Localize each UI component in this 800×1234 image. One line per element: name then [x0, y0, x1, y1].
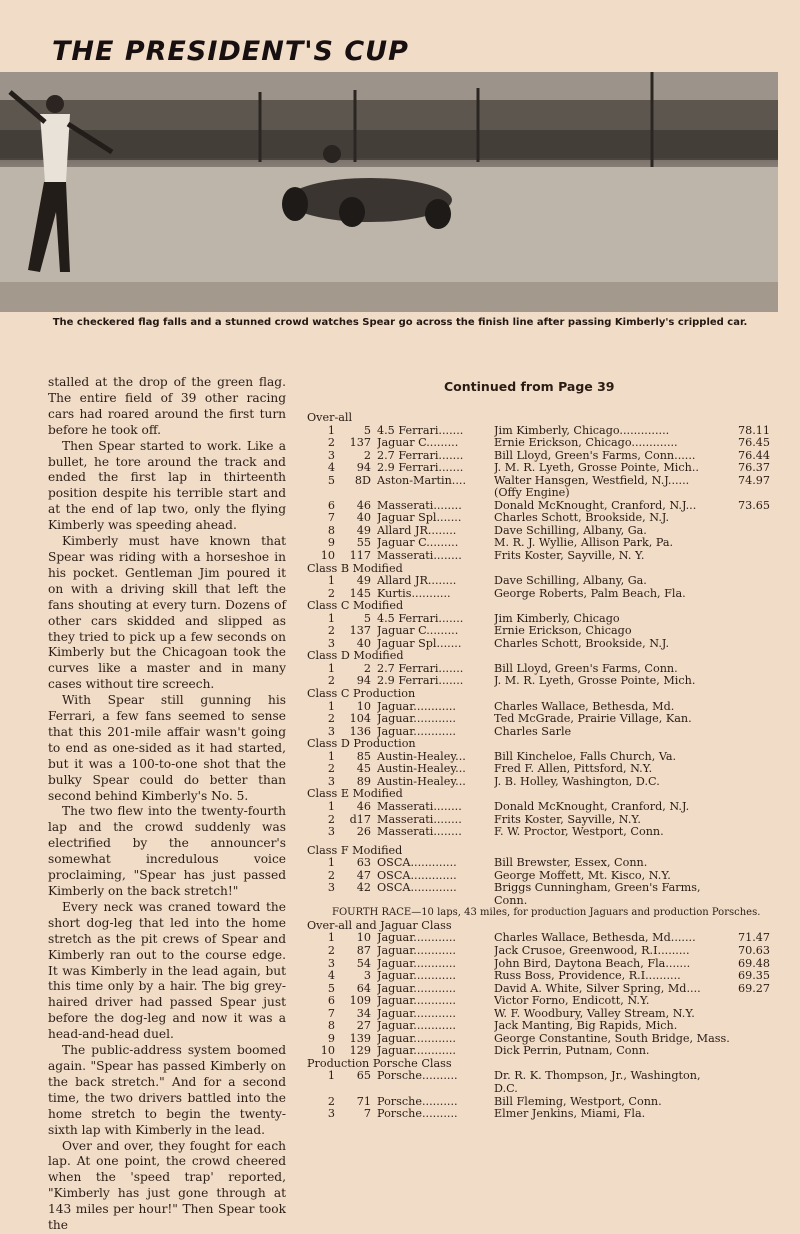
car-number: 49	[356, 523, 371, 537]
car-number: 40	[356, 636, 371, 650]
finish-position: 1	[327, 1069, 335, 1083]
car-number: 94	[356, 461, 371, 475]
finish-position: 8	[327, 1019, 335, 1033]
car-make: 2.7 Ferrari.......	[377, 449, 464, 462]
finish-position: 2	[327, 674, 335, 688]
driver-entrant: Dr. R. K. Thompson, Jr., Washington,	[494, 1070, 701, 1083]
finish-position: 2	[327, 712, 335, 726]
driver-entrant: Donald McKnought, Cranford, N.J.	[494, 800, 690, 813]
class-header: Class F Modified	[307, 843, 403, 857]
table-row	[307, 462, 797, 475]
average-speed: 74.97	[737, 473, 770, 487]
car-make: Jaguar............	[377, 725, 456, 738]
car-make: OSCA.............	[377, 857, 457, 870]
driver-entrant: Fred F. Allen, Pittsford, N.Y.	[494, 763, 653, 776]
article-paragraph: Every neck was craned toward the short dog-leg that led into the home stretch as the pit crews of Spear and Kimberly ran out to the course edge. It was Kimberly in the lead again, but this time only by a hair. The big grey-haired driver had passed Spear just before the dog-leg and now it was a head-and-head duel.	[48, 899, 286, 1042]
car-make: Masserati........	[377, 813, 462, 826]
driver-entrant: Briggs Cunningham, Green's Farms,	[494, 882, 701, 895]
car-make: Austin-Healey...	[377, 750, 466, 763]
continued-heading: Continued from Page 39	[444, 379, 615, 394]
car-number: 46	[356, 498, 371, 512]
table-row	[307, 801, 797, 814]
table-row	[307, 425, 797, 438]
car-number: 89	[356, 774, 371, 788]
entry-continuation	[307, 895, 797, 908]
article-paragraph: Then Spear started to work. Like a bullet, he tore around the track and ended the first lap in thirteenth position despite his terrible start and at the end of lap two, only the flying Kimberly was speeding ahead.	[48, 438, 286, 533]
finish-position: 2	[327, 586, 335, 600]
car-number: 2	[363, 661, 371, 675]
table-row	[307, 958, 797, 971]
car-number: 7	[363, 1107, 371, 1121]
finish-position: 2	[327, 943, 335, 957]
table-row	[307, 751, 797, 764]
driver-entrant: Bill Lloyd, Green's Farms, Conn.	[494, 662, 678, 675]
driver-entrant: F. W. Proctor, Westport, Conn.	[494, 826, 664, 839]
driver-entrant: Jim Kimberly, Chicago..............	[494, 424, 670, 437]
average-speed: 69.27	[737, 981, 770, 995]
driver-entrant: Donald McKnought, Cranford, N.J...	[494, 499, 697, 512]
car-number: 40	[356, 511, 371, 525]
car-number: 64	[356, 981, 371, 995]
class-header: Class D Production	[307, 737, 416, 751]
finish-position: 1	[327, 799, 335, 813]
car-number: 139	[349, 1031, 371, 1045]
average-speed: 73.65	[737, 498, 770, 512]
finish-position: 4	[327, 969, 335, 983]
table-row	[307, 970, 797, 983]
car-make: Allard JR........	[377, 524, 457, 537]
table-row	[307, 882, 797, 895]
driver-entrant: J. B. Holley, Washington, D.C.	[494, 775, 660, 788]
average-speed: 71.47	[737, 931, 770, 945]
driver-entrant: Walter Hansgen, Westfield, N.J......	[494, 474, 690, 487]
average-speed: 76.37	[737, 461, 770, 475]
finish-position: 3	[327, 825, 335, 839]
car-number: 49	[356, 574, 371, 588]
finish-position: 1	[327, 661, 335, 675]
driver-entrant: George Constantine, South Bridge, Mass.	[494, 1032, 730, 1045]
car-make: Masserati........	[377, 826, 462, 839]
table-row	[307, 945, 797, 958]
entry-continuation	[307, 1083, 797, 1096]
average-speed: 76.44	[737, 448, 770, 462]
car-make: Jaguar............	[377, 700, 456, 713]
article-paragraph: stalled at the drop of the green flag. The entire field of 39 other racing cars had roared around the first turn before he took off.	[48, 375, 286, 437]
driver-entrant: Frits Koster, Sayville, N.Y.	[494, 813, 641, 826]
table-row	[307, 713, 797, 726]
car-make: 2.9 Ferrari.......	[377, 462, 464, 475]
finish-position: 3	[327, 774, 335, 788]
driver-entrant: Victor Forno, Endicott, N.Y.	[494, 995, 650, 1008]
table-row	[307, 512, 797, 525]
driver-entrant: George Moffett, Mt. Kisco, N.Y.	[494, 869, 671, 882]
average-speed: 69.35	[737, 969, 770, 983]
class-header: Class B Modified	[307, 561, 403, 575]
car-make: Jaguar C.........	[377, 625, 459, 638]
driver-entrant: Dave Schilling, Albany, Ga.	[494, 575, 647, 588]
car-make: OSCA.............	[377, 869, 457, 882]
finish-position: 2	[327, 624, 335, 638]
driver-entrant: Jack Manting, Big Rapids, Mich.	[494, 1020, 678, 1033]
finish-position: 9	[327, 536, 335, 550]
finish-position: 1	[327, 699, 335, 713]
car-number: 87	[356, 943, 371, 957]
table-row	[307, 525, 797, 538]
car-number: 63	[356, 856, 371, 870]
car-make: OSCA.............	[377, 882, 457, 895]
finish-position: 2	[327, 1094, 335, 1108]
table-row	[307, 776, 797, 789]
finish-position: 5	[327, 981, 335, 995]
car-number: 71	[356, 1094, 371, 1108]
car-number: 27	[356, 1019, 371, 1033]
finish-position: 3	[327, 636, 335, 650]
driver-entrant: John Bird, Daytona Beach, Fla.......	[494, 957, 691, 970]
driver-entrant: Russ Boss, Providence, R.I..........	[494, 970, 681, 983]
finish-position: 8	[327, 523, 335, 537]
class-header: Class E Modified	[307, 787, 403, 801]
finish-position: 1	[327, 749, 335, 763]
car-number: 5	[363, 423, 371, 437]
car-number: 47	[356, 868, 371, 882]
table-row	[307, 550, 797, 563]
car-make: Jaguar............	[377, 1032, 456, 1045]
race-photo	[0, 72, 778, 312]
driver-entrant: Frits Koster, Sayville, N. Y.	[494, 550, 645, 563]
car-make: Jaguar C.........	[377, 537, 459, 550]
car-number: 5	[363, 611, 371, 625]
class-header: Over-all	[307, 411, 353, 424]
finish-position: 6	[327, 498, 335, 512]
car-make: Jaguar............	[377, 995, 456, 1008]
car-make: Jaguar............	[377, 970, 456, 983]
car-make: Masserati........	[377, 499, 462, 512]
finish-position: 7	[327, 511, 335, 525]
driver-entrant: Bill Fleming, Westport, Conn.	[494, 1095, 662, 1108]
car-number: 137	[349, 624, 371, 638]
table-row	[307, 1070, 797, 1083]
car-number: 94	[356, 674, 371, 688]
car-make: 4.5 Ferrari.......	[377, 424, 464, 437]
car-make: Jaguar............	[377, 957, 456, 970]
car-make: Jaguar............	[377, 1007, 456, 1020]
finish-position: 2	[327, 436, 335, 450]
car-make: 2.7 Ferrari.......	[377, 662, 464, 675]
table-row	[307, 1096, 797, 1109]
finish-position: 4	[327, 461, 335, 475]
finish-position: 1	[327, 856, 335, 870]
finish-position: 1	[327, 611, 335, 625]
car-number: 10	[356, 699, 371, 713]
car-make: Austin-Healey...	[377, 775, 466, 788]
driver-entrant: Jim Kimberly, Chicago	[494, 612, 620, 625]
finish-position: 10	[320, 549, 335, 563]
car-number: 3	[363, 969, 371, 983]
car-make: Jaguar............	[377, 1020, 456, 1033]
finish-position: 2	[327, 868, 335, 882]
driver-entrant: Bill Brewster, Essex, Conn.	[494, 857, 648, 870]
car-make: Jaguar Spl.......	[377, 512, 462, 525]
table-row	[307, 625, 797, 638]
car-number: 45	[356, 762, 371, 776]
table-row	[307, 537, 797, 550]
table-row	[307, 437, 797, 450]
driver-entrant: Charles Schott, Brookside, N.J.	[494, 637, 670, 650]
average-speed: 78.11	[737, 423, 770, 437]
driver-entrant: Ernie Erickson, Chicago.............	[494, 437, 678, 450]
finish-position: 2	[327, 812, 335, 826]
results-table	[307, 412, 797, 1121]
car-number: 65	[356, 1069, 371, 1083]
article-paragraph: The public-address system boomed again. "Spear has passed Kimberly on the back stretch." And for a second time, the two drivers battled into the home stretch to begin the twenty-sixth lap with Kimberly in the lead.	[48, 1043, 286, 1137]
car-number: 145	[349, 586, 371, 600]
driver-entrant: Charles Sarle	[494, 725, 572, 738]
class-header: Class C Production	[307, 687, 416, 701]
average-speed: 70.63	[737, 943, 770, 957]
driver-entrant: J. M. R. Lyeth, Grosse Pointe, Mich..	[494, 462, 699, 475]
table-row	[307, 638, 797, 651]
article-paragraph: The two flew into the twenty-fourth lap and the crowd suddenly was electrified by the announcer's somewhat incredulous voice proclaiming, "Spear has just passed Kimberly on the back stretch!"	[48, 804, 286, 898]
table-row	[307, 983, 797, 996]
car-number: 129	[349, 1044, 371, 1058]
driver-entrant: George Roberts, Palm Beach, Fla.	[494, 587, 686, 600]
driver-entrant: David A. White, Silver Spring, Md....	[494, 982, 701, 995]
driver-entrant: J. M. R. Lyeth, Grosse Pointe, Mich.	[494, 675, 696, 688]
car-number: 2	[363, 448, 371, 462]
car-make: Jaguar C.........	[377, 437, 459, 450]
table-row	[307, 857, 797, 870]
car-number: 137	[349, 436, 371, 450]
driver-entrant: M. R. J. Wyllie, Allison Park, Pa.	[494, 537, 674, 550]
car-make: Jaguar............	[377, 932, 456, 945]
finish-position: 3	[327, 956, 335, 970]
article-paragraph: Kimberly must have known that Spear was riding with a horseshoe in his pocket. Gentleman Jim poured it on with a driving skill that left the fans shouting at every turn. Dozens of other cars skidded and slipped as they tried to pick up a few seconds on Kimberly but the Chicagoan took the curves like a master and in many cases without tire screech.	[48, 534, 286, 692]
average-speed: 69.48	[737, 956, 770, 970]
finish-position: 3	[327, 448, 335, 462]
race-heading: FOURTH RACE—10 laps, 43 miles, for production Jaguars and production Porsches.	[332, 907, 761, 919]
photo-caption: The checkered flag falls and a stunned crowd watches Spear go across the finish line after passing Kimberly's crippled car.	[52, 317, 748, 328]
car-make: Porsche..........	[377, 1095, 458, 1108]
driver-entrant: Charles Wallace, Bethesda, Md.......	[494, 932, 696, 945]
car-number: 136	[349, 724, 371, 738]
car-make: 4.5 Ferrari.......	[377, 612, 464, 625]
finish-position: 1	[327, 423, 335, 437]
car-number: 104	[349, 712, 371, 726]
finish-position: 5	[327, 473, 335, 487]
finish-position: 1	[327, 931, 335, 945]
car-number: 42	[356, 881, 371, 895]
article-paragraph: With Spear still gunning his Ferrari, a few fans seemed to sense that this 201-mile affair wasn't going to end as one-sided as it had started, but it was a 100-to-one shot that the bulky Spear could do better than second behind Kimberly's No. 5.	[48, 693, 286, 803]
car-number: 117	[349, 549, 371, 563]
car-number: 34	[356, 1006, 371, 1020]
finish-position: 6	[327, 994, 335, 1008]
table-row	[307, 1008, 797, 1021]
table-row	[307, 826, 797, 839]
driver-entrant: Ernie Erickson, Chicago	[494, 625, 632, 638]
entry-continuation	[307, 487, 797, 500]
class-header: Class C Modified	[307, 599, 404, 613]
car-make: 2.9 Ferrari.......	[377, 675, 464, 688]
table-row	[307, 995, 797, 1008]
car-make: Jaguar............	[377, 982, 456, 995]
page-title: THE PRESIDENT'S CUP	[52, 36, 409, 67]
car-number: 26	[356, 825, 371, 839]
car-number: d17	[349, 812, 371, 826]
table-row	[307, 870, 797, 883]
table-row	[307, 1020, 797, 1033]
table-row	[307, 575, 797, 588]
car-make: Masserati........	[377, 800, 462, 813]
car-make: Allard JR........	[377, 575, 457, 588]
car-number: 109	[349, 994, 371, 1008]
table-row	[307, 675, 797, 688]
class-header: Over-all and Jaguar Class	[307, 918, 452, 932]
car-number: 85	[356, 749, 371, 763]
finish-position: 3	[327, 881, 335, 895]
table-row	[307, 663, 797, 676]
car-make: Jaguar............	[377, 713, 456, 726]
car-number: 8D	[354, 473, 371, 487]
driver-entrant: Dick Perrin, Putnam, Conn.	[494, 1045, 650, 1058]
car-make: Aston-Martin....	[377, 474, 467, 487]
table-row	[307, 701, 797, 714]
car-make: Austin-Healey...	[377, 763, 466, 776]
article-paragraph: Over and over, they fought for each lap. At one point, the crowd cheered when the 'speed trap' reported, "Kimberly has just gone through at 143 miles per hour!" Then Spear took the	[48, 1138, 286, 1233]
table-row	[307, 932, 797, 945]
continuation-text: D.C.	[494, 1081, 518, 1095]
finish-position: 7	[327, 1006, 335, 1020]
continuation-text: Conn.	[494, 893, 528, 907]
article-body	[48, 375, 286, 1234]
finish-position: 3	[327, 724, 335, 738]
driver-entrant: Jack Crusoe, Greenwood, R.I.........	[494, 944, 690, 957]
class-header: Class D Modified	[307, 649, 404, 663]
class-header: Production Porsche Class	[307, 1056, 452, 1070]
finish-position: 10	[320, 1044, 335, 1058]
driver-entrant: Ted McGrade, Prairie Village, Kan.	[494, 713, 692, 726]
table-row	[307, 814, 797, 827]
average-speed: 76.45	[737, 436, 770, 450]
table-row	[307, 726, 797, 739]
driver-entrant: Dave Schilling, Albany, Ga.	[494, 524, 647, 537]
table-row	[307, 450, 797, 463]
table-row	[307, 1108, 797, 1121]
finish-position: 3	[327, 1107, 335, 1121]
driver-entrant: W. F. Woodbury, Valley Stream, N.Y.	[494, 1007, 695, 1020]
continuation-text: (Offy Engine)	[494, 486, 570, 500]
table-row	[307, 613, 797, 626]
driver-entrant: Elmer Jenkins, Miami, Fla.	[494, 1108, 646, 1121]
car-number: 55	[356, 536, 371, 550]
car-make: Masserati........	[377, 550, 462, 563]
table-row	[307, 763, 797, 776]
finish-position: 9	[327, 1031, 335, 1045]
car-make: Kurtis...........	[377, 587, 451, 600]
table-row	[307, 1033, 797, 1046]
driver-entrant: Charles Wallace, Bethesda, Md.	[494, 700, 675, 713]
car-make: Jaguar Spl.......	[377, 637, 462, 650]
finish-position: 1	[327, 574, 335, 588]
car-number: 46	[356, 799, 371, 813]
driver-entrant: Bill Kincheloe, Falls Church, Va.	[494, 750, 677, 763]
car-make: Porsche..........	[377, 1070, 458, 1083]
driver-entrant: Bill Lloyd, Green's Farms, Conn......	[494, 449, 696, 462]
car-make: Jaguar............	[377, 1045, 456, 1058]
table-row	[307, 1045, 797, 1058]
finish-position: 2	[327, 762, 335, 776]
car-make: Porsche..........	[377, 1108, 458, 1121]
race-photo-illustration	[0, 72, 778, 312]
table-row	[307, 500, 797, 513]
driver-entrant: Charles Schott, Brookside, N.J.	[494, 512, 670, 525]
table-row	[307, 588, 797, 601]
car-number: 10	[356, 931, 371, 945]
car-number: 54	[356, 956, 371, 970]
car-make: Jaguar............	[377, 944, 456, 957]
